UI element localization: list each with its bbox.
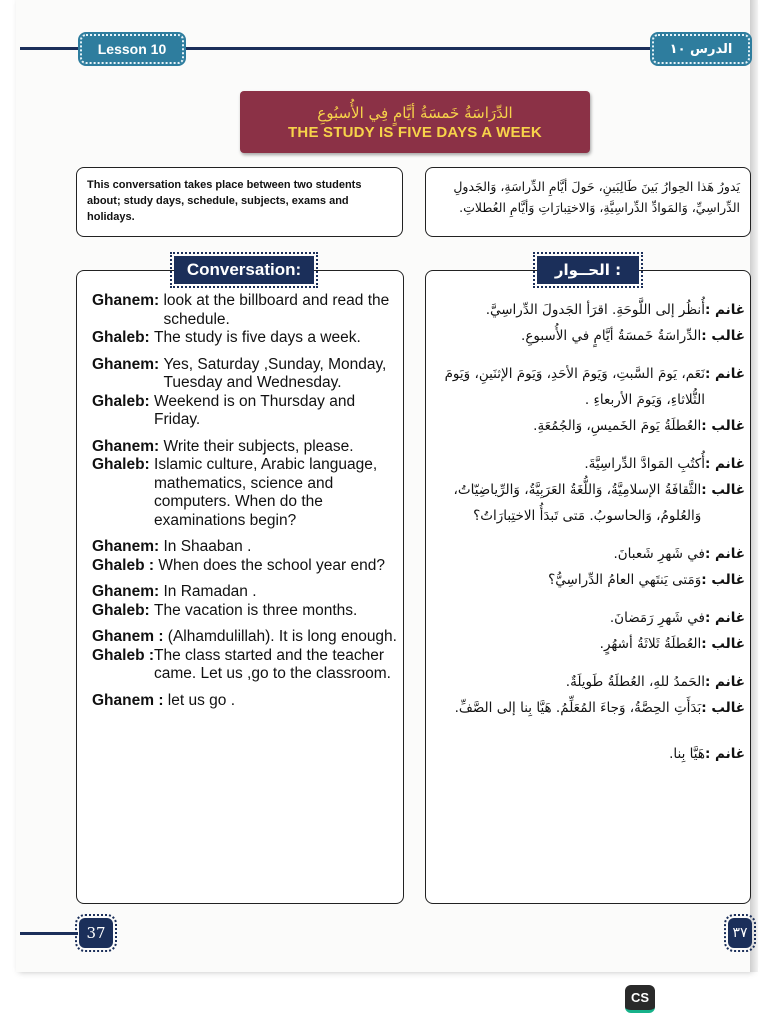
dialogue-line xyxy=(433,695,745,721)
speaker-name: غالب : xyxy=(701,482,745,498)
title-banner xyxy=(240,91,590,153)
lesson-badge-ar: الدرس ١٠ xyxy=(652,34,750,64)
dialogue-line xyxy=(433,605,745,631)
dialogue-line xyxy=(433,323,745,349)
line-text: أُنظُر إلى اللَّوحَةِ. اقرَأ الجَدولَ الدِّراسِيَّ. xyxy=(485,302,705,318)
title-english: THE STUDY IS FIVE DAYS A WEEK xyxy=(288,123,542,141)
speaker-name: غانم : xyxy=(704,302,745,318)
speaker-name: Ghanem : xyxy=(92,628,168,645)
speaker-name: غانم : xyxy=(704,674,745,690)
line-text: الحَمدُ للهِ، العُطلَةُ طَويلَةٌ. xyxy=(565,674,705,690)
speaker-name: غانم : xyxy=(704,456,745,472)
dialogue-line xyxy=(433,477,745,529)
line-text: The study is five days a week. xyxy=(154,329,361,346)
line-text: في شَهرِ رَمَضانَ. xyxy=(609,610,705,626)
conversation-en xyxy=(92,292,397,710)
line-text: Weekend is on Thursday and Friday. xyxy=(154,392,356,428)
lesson-badge-en: Lesson 10 xyxy=(80,34,184,64)
dialogue-line xyxy=(92,628,397,647)
dialogue-line xyxy=(433,631,745,657)
speaker-name: Ghanem: xyxy=(92,292,164,309)
speaker-name: Ghanem: xyxy=(92,583,164,600)
line-text: In Shaaban . xyxy=(163,538,252,555)
speaker-name: Ghaleb: xyxy=(92,601,155,619)
page-edge xyxy=(750,0,758,972)
dialogue-line xyxy=(433,297,745,323)
speaker-name: غالب : xyxy=(701,328,745,344)
speaker-name: غانم : xyxy=(704,610,745,626)
dialogue-line xyxy=(92,438,397,457)
page-number-left: 37 xyxy=(79,918,113,948)
line-text: وَمَتى يَنتَهي العامُ الدِّراسِيُّ؟ xyxy=(548,572,702,588)
dialogue-line xyxy=(433,361,745,413)
intro-box-ar: يَدورُ هَذا الحِوارُ بَينَ طَالِبَينِ، حَولَ أيَّامِ الدِّراسَةِ، وَالجَدولِ الدِّراسِيِّ، وَالمَوادِّ الدِّراسِيَّةِ، وَالاختِبارَاتِ وَأيَّامِ العُطلاتِ. xyxy=(425,167,751,237)
speaker-name: Ghaleb : xyxy=(92,646,155,664)
section-label-ar: الحــوار : xyxy=(537,256,639,284)
speaker-name: غالب : xyxy=(701,700,745,716)
speaker-name: غالب : xyxy=(701,418,745,434)
dialogue-line xyxy=(92,456,397,530)
speaker-name: Ghaleb: xyxy=(92,456,155,473)
line-text: في شَهرِ شَعبانَ. xyxy=(613,546,705,562)
speaker-name: غالب : xyxy=(701,572,745,588)
dialogue-line xyxy=(92,692,397,711)
dialogue-line xyxy=(92,538,397,557)
speaker-name: غانم : xyxy=(704,546,745,562)
header-rule-left xyxy=(20,47,82,50)
line-text: Yes, Saturday ,Sunday, Monday, Tuesday and Wednesday. xyxy=(163,355,387,391)
dialogue-line xyxy=(92,602,397,621)
speaker-name: غانم : xyxy=(704,746,745,762)
title-arabic: الدِّرَاسَةُ خَمسَةُ أيَّامٍ فِي الأُسبُوعِ xyxy=(317,103,513,122)
dialogue-line xyxy=(92,583,397,602)
dialogue-line xyxy=(92,356,397,393)
page-number-right: ٣٧ xyxy=(728,918,752,948)
speaker-name: Ghanem: xyxy=(92,437,164,455)
line-text: look at the billboard and read the schedule. xyxy=(163,292,390,328)
line-text: بَدَأَتِ الحِصَّةُ، وَجاءَ المُعَلِّمُ. هَيَّا بِنا إلى الصَّفِّ. xyxy=(454,700,702,716)
line-text: العُطلَةُ يَومَ الخَميسِ، وَالجُمُعَةِ. xyxy=(533,418,702,434)
speaker-name: Ghaleb : xyxy=(92,556,159,574)
line-text: When does the school year end? xyxy=(158,556,385,574)
speaker-name: Ghanem: xyxy=(92,355,164,373)
line-text: العُطلَةُ ثَلاثَةُ أشهُرٍ. xyxy=(599,636,702,652)
line-text: (Alhamdulillah). It is long enough. xyxy=(167,628,397,645)
dialogue-line xyxy=(433,741,745,767)
speaker-name: Ghanem: xyxy=(92,538,164,555)
line-text: Write their subjects, please. xyxy=(163,437,354,455)
dialogue-line xyxy=(433,669,745,695)
dialogue-line xyxy=(92,557,397,576)
conversation-ar xyxy=(433,297,745,767)
line-text: let us go . xyxy=(167,691,236,709)
line-text: أُكتُبِ المَوادَّ الدِّراسِيَّةَ. xyxy=(584,456,705,472)
speaker-name: Ghanem : xyxy=(92,691,168,709)
dialogue-line xyxy=(92,329,397,348)
line-text: نَعَم، يَومَ السَّبتِ، وَيَومَ الأحَدِ، وَيَومَ الإثنَينِ، وَيَومَ الثُّلاثاءِ، وَيَومَ الأربعاءِ . xyxy=(444,366,705,408)
dialogue-line xyxy=(92,393,397,430)
line-text: Islamic culture, Arabic language, mathematics, science and computers. When do the examinations begin? xyxy=(154,456,378,529)
footer-rule xyxy=(20,932,78,935)
dialogue-line xyxy=(92,647,397,684)
speaker-name: غانم : xyxy=(704,366,745,382)
camscanner-logo: CS xyxy=(625,985,655,1013)
line-text: The class started and the teacher came. Let us ,go to the classroom. xyxy=(154,646,391,682)
line-text: In Ramadan . xyxy=(163,583,257,600)
dialogue-line xyxy=(433,451,745,477)
line-text: The vacation is three months. xyxy=(154,601,358,619)
dialogue-line xyxy=(92,292,397,329)
line-text: الدِّراسَةُ خَمسَةُ أيَّامٍ في الأُسبوعِ. xyxy=(521,328,702,344)
dialogue-line xyxy=(433,413,745,439)
dialogue-line xyxy=(433,567,745,593)
intro-box-en: This conversation takes place between two students about; study days, schedule, subjects, exams and holidays. xyxy=(76,167,403,237)
section-label-en: Conversation: xyxy=(174,256,314,284)
line-text: هَيَّا بِنا. xyxy=(669,746,705,762)
speaker-name: Ghaleb: xyxy=(92,392,155,410)
dialogue-line xyxy=(433,541,745,567)
speaker-name: Ghaleb: xyxy=(92,329,155,346)
speaker-name: غالب : xyxy=(701,636,745,652)
header-rule-middle xyxy=(184,47,652,50)
line-text: الثَّقافَةُ الإسلامِيَّةُ، وَاللُّغَةُ العَرَبِيَّةُ، وَالرِّياضِيّاتُ، وَالعُلومُ، وَالحاسوبُ. مَتى تَبدَأُ الاختِبارَاتُ؟ xyxy=(453,482,702,524)
